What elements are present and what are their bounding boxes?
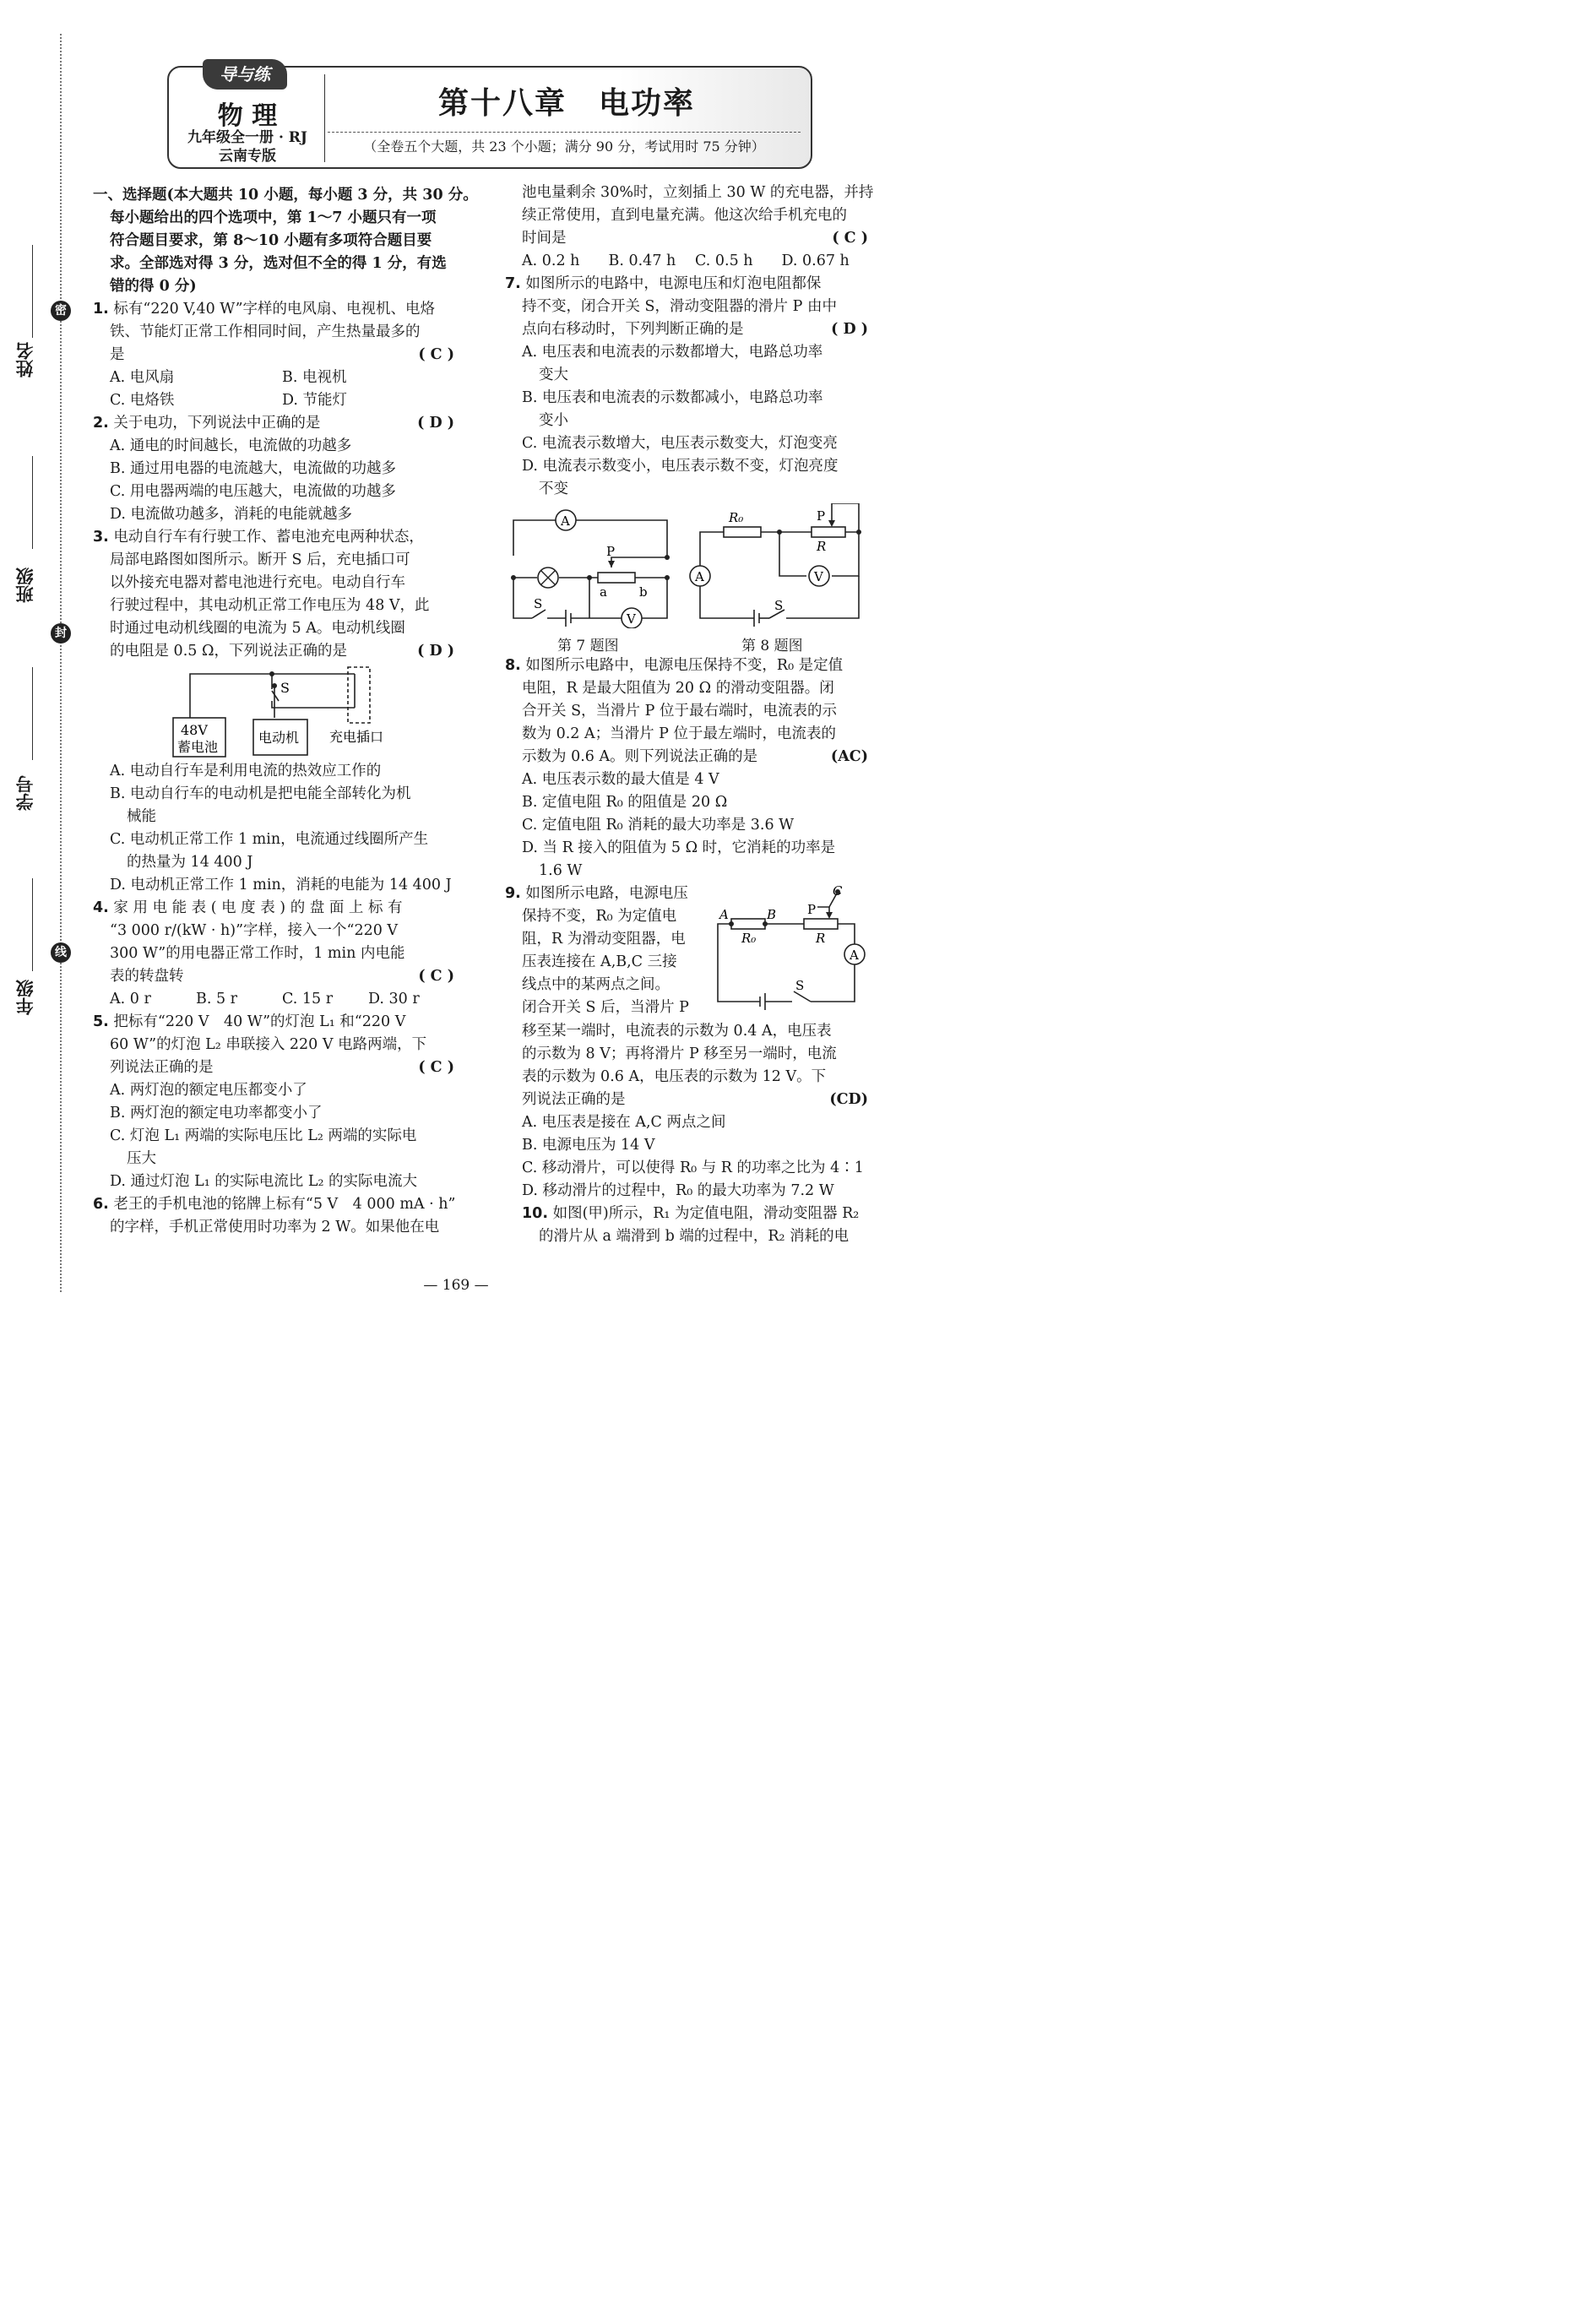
line-text: 压大 (127, 1150, 156, 1167)
figure-q9-circuit (711, 883, 868, 1010)
text-line (505, 318, 868, 341)
line-text: D. 当 R 接入的阻值为 5 Ω 时，它消耗的功率是 (522, 839, 836, 856)
line-text: 标有“220 V,40 W”字样的电风扇、电视机、电烙 (113, 301, 436, 318)
line-text: 表的转盘转 (110, 968, 184, 985)
option: A. 电风扇 (110, 369, 175, 386)
question-number: 10. (522, 1205, 549, 1222)
line-text: 时通过电动机线圈的电流为 5 A。电动机线圈 (110, 620, 405, 637)
text-line (93, 640, 454, 663)
fig8-r: R (817, 539, 827, 554)
line-text: 行驶过程中，其电动机正常工作电压为 48 V，此 (110, 597, 430, 614)
line-text: 关于电功，下列说法中正确的是 (113, 415, 321, 432)
fig9-r: R (816, 931, 826, 946)
text-line (522, 1157, 868, 1180)
line-text: 点向右移动时，下列判断正确的是 (522, 321, 744, 338)
grade-line (32, 878, 33, 971)
text-line (505, 296, 868, 318)
class-line (32, 456, 33, 549)
line-text: 时间是 (522, 230, 567, 247)
question-number: 5. (93, 1013, 109, 1030)
line-text: 如图所示电路中，电源电压保持不变，R₀ 是定值 (525, 657, 844, 674)
line-text: D. 电动机正常工作 1 min，消耗的电能为 14 400 J (110, 877, 452, 893)
subject-title: 物 理 (217, 101, 278, 131)
text-line (505, 227, 868, 250)
line-text: D. 电流做功越多，消耗的电能就越多 (110, 506, 353, 523)
left-column-bottom (93, 760, 454, 1239)
line-text: 300 W”的用电器正常工作时，1 min 内电能 (110, 945, 405, 962)
option: D. 节能灯 (282, 392, 348, 409)
fig7-end-a: a (600, 584, 607, 600)
question-start-line (93, 526, 454, 549)
fig7-slider-label: P (606, 544, 616, 559)
option: D. 30 r (368, 991, 420, 1007)
text-line (93, 253, 454, 275)
question-number: 8. (505, 657, 521, 674)
fig3-battery-voltage: 48V (181, 722, 208, 738)
line-text: 不变 (539, 481, 568, 497)
line-text: C. 移动滑片，可以使得 R₀ 与 R 的功率之比为 4∶1 (522, 1160, 864, 1176)
text-line (93, 481, 454, 503)
question-start-line (505, 273, 868, 296)
text-line (505, 250, 868, 273)
line-text: 械能 (127, 808, 156, 825)
question-start-line (93, 412, 454, 435)
text-line (93, 1148, 454, 1170)
grade-label: 年级 (14, 980, 35, 1015)
line-text: A. 电动自行车是利用电流的热效应工作的 (110, 763, 382, 779)
line-text: 老王的手机电池的铭牌上标有“5 V 4 000 mA · h” (113, 1196, 456, 1213)
line-text: C. 灯泡 L₁ 两端的实际电压比 L₂ 两端的实际电 (110, 1127, 417, 1144)
question-number: 1. (93, 301, 109, 318)
text-line (93, 389, 454, 412)
line-text: 压表连接在 A,B,C 三接 (522, 953, 677, 970)
text-line (505, 410, 868, 432)
line-text: B. 电动自行车的电动机是把电能全部转化为机 (110, 785, 411, 802)
line-text: 每小题给出的四个选项中，第 1～7 小题只有一项 (110, 209, 437, 226)
line-text: 一、选择题(本大题共 10 小题，每小题 3 分，共 30 分。 (93, 187, 478, 204)
option: C. 电烙铁 (110, 392, 175, 409)
question-number: 4. (93, 899, 109, 916)
line-text: 的电阻是 0.5 Ω，下列说法正确的是 (110, 643, 347, 660)
line-text: 符合题目要求，第 8～10 小题有多项符合题目要 (110, 232, 432, 249)
text-line (93, 595, 454, 617)
name-line (32, 245, 33, 338)
text-line (93, 874, 454, 897)
text-line (93, 1170, 454, 1193)
text-line (522, 1225, 868, 1248)
text-line (93, 458, 454, 481)
fig8-r0: R₀ (729, 510, 744, 525)
answer-mark: ( D ) (831, 321, 868, 338)
line-text: B. 两灯泡的额定电功率都变小了 (110, 1105, 323, 1121)
text-line (505, 700, 868, 723)
option: B. 电视机 (282, 369, 347, 386)
line-text: B. 定值电阻 R₀ 的阻值是 20 Ω (522, 794, 728, 811)
line-text: 变大 (539, 367, 568, 383)
text-line (93, 572, 454, 595)
text-line (93, 828, 454, 851)
question-start-line (93, 1011, 454, 1034)
line-text: 列说法正确的是 (522, 1091, 626, 1108)
right-column-bottom (522, 1020, 868, 1248)
text-line (505, 723, 868, 746)
answer-mark: ( C ) (418, 346, 454, 363)
text-line (505, 182, 874, 204)
text-line (505, 837, 868, 860)
answer-mark: ( D ) (417, 643, 454, 660)
question-number: 6. (93, 1196, 109, 1213)
text-line (93, 367, 454, 389)
line-text: B. 通过用电器的电流越大，电流做的功越多 (110, 460, 396, 477)
line-text: 如图所示电路，电源电压 (525, 885, 688, 902)
fig9-point-a: A (719, 907, 729, 922)
line-text: 闭合开关 S 后，当滑片 P (522, 999, 689, 1016)
line-text: 60 W”的灯泡 L₂ 串联接入 220 V 电路两端，下 (110, 1036, 427, 1053)
text-line (522, 1043, 868, 1066)
text-line (505, 204, 868, 227)
option: B. 0.47 h (608, 253, 676, 269)
question-number: 3. (93, 529, 109, 546)
line-text: C. 电动机正常工作 1 min，电流通过线圈所产生 (110, 831, 429, 848)
line-text: 的滑片从 a 端滑到 b 端的过程中，R₂ 消耗的电 (539, 1228, 850, 1245)
answer-mark: ( C ) (418, 1059, 454, 1076)
text-line (505, 860, 868, 883)
binding-dots (60, 34, 62, 1292)
line-text: 的字样，手机正常使用时功率为 2 W。如果他在电 (110, 1219, 440, 1236)
line-text: 家 用 电 能 表 ( 电 度 表 ) 的 盘 面 上 标 有 (113, 899, 403, 916)
line-text: 把标有“220 V 40 W”的灯泡 L₁ 和“220 V (113, 1013, 406, 1030)
text-line (93, 503, 454, 526)
text-line (505, 677, 868, 700)
fig8-ammeter: A (695, 569, 704, 584)
text-line (505, 364, 868, 387)
figure-q8-circuit (688, 503, 866, 628)
answer-mark: (CD) (829, 1091, 868, 1108)
edition: 云南专版 (219, 148, 276, 165)
line-text: 铁、节能灯正常工作相同时间，产生热量最多的 (110, 323, 421, 340)
text-line (93, 230, 454, 253)
text-line (505, 768, 868, 791)
text-line (93, 1102, 454, 1125)
line-text: 如图(甲)所示，R₁ 为定值电阻，滑动变阻器 R₂ (552, 1205, 860, 1222)
line-text: 保持不变，R₀ 为定值电 (522, 908, 677, 925)
seal-mi: 密 (51, 301, 71, 321)
fig7-voltmeter: V (627, 611, 636, 627)
text-line (93, 617, 454, 640)
fig7-caption: 第 7 题图 (557, 638, 619, 654)
text-line (522, 1180, 868, 1203)
fig3-motor-label: 电动机 (258, 730, 300, 746)
text-line (522, 1020, 868, 1043)
text-line (93, 783, 454, 806)
number-line (32, 667, 33, 760)
option: C. 0.5 h (695, 253, 753, 269)
line-text: 合开关 S，当滑片 P 位于最右端时，电流表的示 (522, 703, 837, 720)
line-text: A. 电压表是接在 A,C 两点之间 (522, 1114, 726, 1131)
fig7-ammeter: A (561, 513, 570, 529)
text-line (93, 184, 478, 207)
fig3-switch-label: S (280, 680, 290, 696)
fig8-voltmeter: V (814, 569, 823, 584)
line-text: C. 电流表示数增大，电压表示数变大，灯泡变亮 (522, 435, 838, 452)
text-line (522, 1111, 868, 1134)
line-text: C. 定值电阻 R₀ 消耗的最大功率是 3.6 W (522, 817, 795, 834)
question-number: 7. (505, 275, 521, 292)
left-column-top (93, 184, 478, 663)
text-line (505, 814, 868, 837)
text-line (93, 549, 454, 572)
option: D. 0.67 h (781, 253, 850, 269)
line-text: 的示数为 8 V；再将滑片 P 移至另一端时，电流 (522, 1045, 837, 1062)
line-text: D. 电流表示数变小，电压表示数不变，灯泡亮度 (522, 458, 839, 475)
line-text: A. 电压表和电流表的示数都增大，电路总功率 (522, 344, 823, 361)
line-text: C. 用电器两端的电压越大，电流做的功越多 (110, 483, 396, 500)
text-line (93, 1056, 454, 1079)
text-line (93, 760, 454, 783)
line-text: 的热量为 14 400 J (127, 854, 253, 871)
fig8-switch: S (774, 598, 784, 613)
line-text: A. 两灯泡的额定电压都变小了 (110, 1082, 307, 1099)
line-text: 以外接充电器对蓄电池进行充电。电动自行车 (110, 574, 405, 591)
option: B. 5 r (196, 991, 238, 1007)
text-line (93, 1079, 454, 1102)
question-start-line (522, 1203, 868, 1225)
text-line (93, 988, 454, 1011)
line-text: 表的示数为 0.6 A，电压表的示数为 12 V。下 (522, 1068, 827, 1085)
text-line (93, 321, 454, 344)
class-label: 班级 (14, 568, 35, 603)
text-line (93, 920, 454, 942)
line-text: 求。全部选对得 3 分，选对但不全的得 1 分，有选 (110, 255, 447, 272)
answer-mark: ( C ) (418, 968, 454, 985)
fig9-switch: S (795, 978, 805, 993)
line-text: A. 通电的时间越长，电流做的功越多 (110, 437, 352, 454)
exam-info: （全卷五个大题，共 23 个小题；满分 90 分，考试用时 75 分钟） (328, 132, 801, 155)
line-text: D. 移动滑片的过程中，R₀ 的最大功率为 7.2 W (522, 1182, 834, 1199)
line-text: 是 (110, 346, 125, 363)
seal-feng: 封 (51, 623, 71, 644)
text-line (93, 1125, 454, 1148)
text-line (93, 851, 454, 874)
line-text: “3 000 r/(kW · h)”字样，接入一个“220 V (110, 922, 399, 939)
chapter-title: 第十八章 电功率 (437, 85, 695, 121)
question-start-line (505, 654, 868, 677)
text-line (505, 387, 868, 410)
fig9-slider: P (807, 902, 817, 917)
option: C. 15 r (282, 991, 334, 1007)
line-text: 续正常使用，直到电量充满。他这次给手机充电的 (522, 207, 847, 224)
line-text: 线点中的某两点之间。 (522, 976, 670, 993)
fig3-port-label: 充电插口 (329, 729, 384, 745)
fig7-end-b: b (639, 584, 648, 600)
line-text: A. 电压表示数的最大值是 4 V (522, 771, 719, 788)
text-line (505, 432, 868, 455)
line-text: D. 通过灯泡 L₁ 的实际电流比 L₂ 的实际电流大 (110, 1173, 418, 1190)
text-line (522, 1066, 868, 1089)
line-text: 局部电路图如图所示。断开 S 后，充电插口可 (110, 551, 410, 568)
line-text: 列说法正确的是 (110, 1059, 214, 1076)
line-text: 数为 0.2 A；当滑片 P 位于最左端时，电流表的 (522, 725, 836, 742)
fig9-point-b: B (767, 907, 777, 922)
question-start-line (93, 1193, 454, 1216)
fig3-battery-label: 蓄电池 (177, 739, 219, 755)
text-line (505, 455, 868, 478)
line-text: 变小 (539, 412, 568, 429)
line-text: 阻，R 为滑动变阻器，电 (522, 931, 686, 948)
number-label: 学号 (14, 775, 35, 811)
text-line (93, 806, 454, 828)
text-line (93, 344, 454, 367)
fig9-r0: R₀ (741, 931, 757, 946)
text-line (93, 275, 454, 298)
line-text: 示数为 0.6 A。则下列说法正确的是 (522, 748, 758, 765)
line-text: 移至某一端时，电流表的示数为 0.4 A，电压表 (522, 1023, 832, 1040)
text-line (505, 341, 868, 364)
figure-q7-circuit (507, 505, 676, 628)
option: A. 0.2 h (522, 253, 580, 269)
grade-line-text: 九年级全一册 · RJ (187, 129, 307, 146)
line-text: 如图所示的电路中，电源电压和灯泡电阻都保 (525, 275, 822, 292)
seal-xian: 线 (51, 942, 71, 963)
line-text: 池电量剩余 30%时，立刻插上 30 W 的充电器，并持 (522, 184, 874, 201)
question-start-line (93, 897, 454, 920)
question-start-line (93, 298, 454, 321)
line-text: B. 电压表和电流表的示数都减小，电路总功率 (522, 389, 823, 406)
right-column-top (505, 182, 874, 501)
text-line (522, 1134, 868, 1157)
line-text: B. 电源电压为 14 V (522, 1137, 655, 1154)
text-line (505, 746, 868, 768)
text-line (93, 1034, 454, 1056)
option: A. 0 r (110, 991, 151, 1007)
text-line (93, 965, 454, 988)
fig8-slider: P (817, 508, 826, 524)
line-text: 持不变，闭合开关 S，滑动变阻器的滑片 P 由中 (522, 298, 837, 315)
answer-mark: ( D ) (417, 415, 454, 432)
text-line (93, 435, 454, 458)
line-text: 1.6 W (539, 862, 583, 879)
text-line (93, 942, 454, 965)
text-line (522, 1089, 868, 1111)
fig9-point-c: C (833, 883, 843, 899)
text-line (505, 791, 868, 814)
fig8-caption: 第 8 题图 (741, 638, 803, 654)
fig7-switch: S (534, 596, 543, 611)
brand-badge: 导与练 (203, 59, 287, 90)
answer-mark: ( C ) (832, 230, 868, 247)
line-text: 错的得 0 分) (110, 278, 197, 295)
line-text: 电动自行车有行驶工作、蓄电池充电两种状态， (113, 529, 424, 546)
question-number: 9. (505, 885, 521, 902)
page-number: — 169 — (423, 1277, 489, 1294)
figure-q3-circuit (169, 664, 388, 758)
name-label: 姓名 (14, 342, 35, 377)
fig9-ammeter: A (850, 948, 859, 963)
text-line (93, 1216, 454, 1239)
line-text: 电阻，R 是最大阻值为 20 Ω 的滑动变阻器。闭 (522, 680, 834, 697)
answer-mark: (AC) (830, 748, 868, 765)
text-line (93, 207, 454, 230)
text-line (505, 478, 868, 501)
question-number: 2. (93, 415, 109, 432)
